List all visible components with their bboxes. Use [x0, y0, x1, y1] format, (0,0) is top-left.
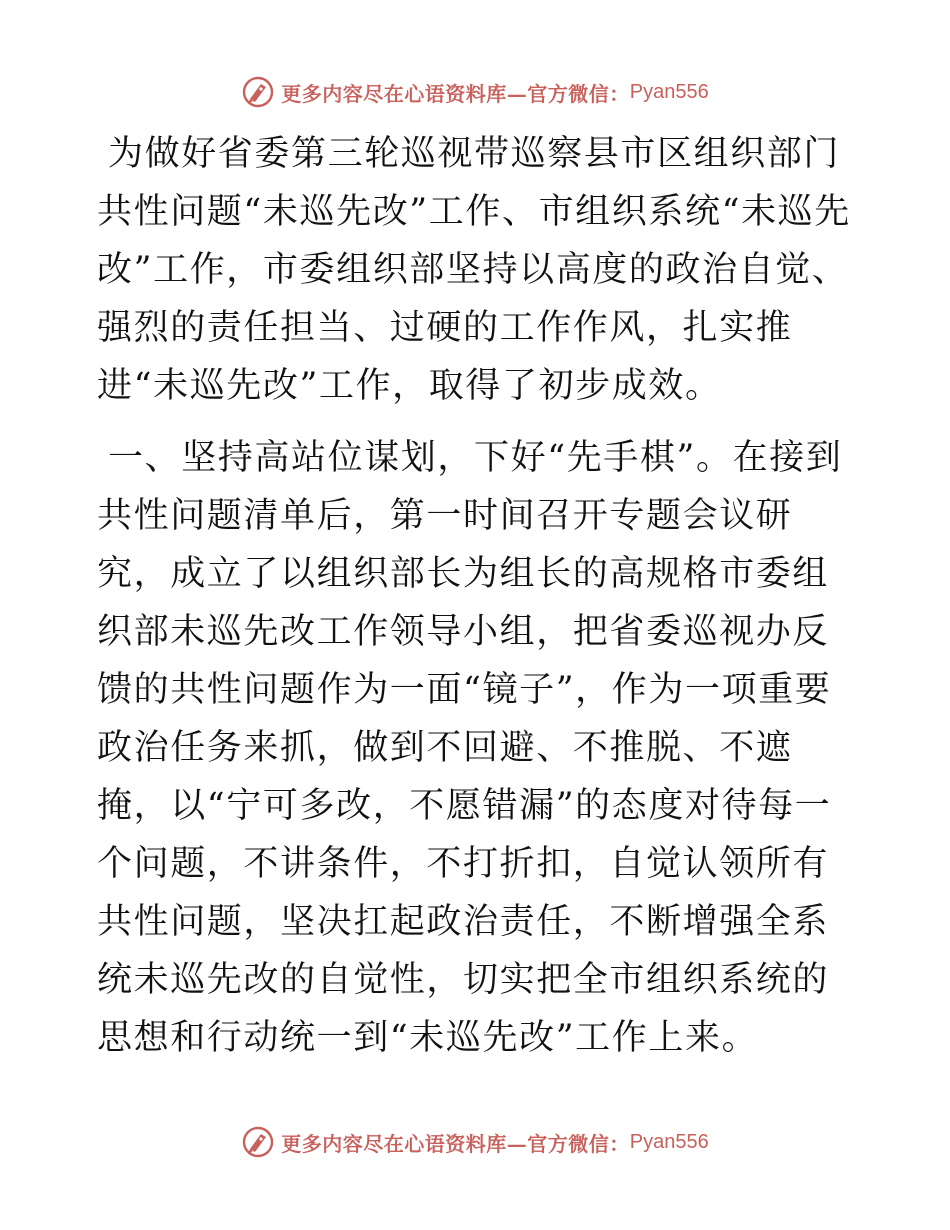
banner-text: 更多内容尽在心语资料库—官方微信： [281, 81, 630, 106]
document-body [97, 125, 857, 1067]
pen-nib-logo-icon [241, 75, 275, 109]
paragraph-intro: 为做好省委第三轮巡视带巡察县市区组织部门共性问题“未巡先改”工作、市组织系统“未巡先改”工作，市委组织部坚持以高度的政治自觉、强烈的责任担当、过硬的工作作风，扎实推进“未巡先改”工作，取得了初步成效。 [97, 134, 851, 406]
header-watermark-banner [0, 72, 950, 112]
banner-wechat-handle: Pyan556 [629, 1130, 709, 1153]
footer-watermark-banner [0, 1122, 950, 1162]
pen-nib-logo-icon [241, 1125, 275, 1159]
banner-text: 更多内容尽在心语资料库—官方微信： [281, 1131, 630, 1156]
paragraph-section-one: 一、坚持高站位谋划，下好“先手棋”。在接到共性问题清单后，第一时间召开专题会议研究，成立了以组织部长为组长的高规格市委组织部未巡先改工作领导小组，把省委巡视办反馈的共性问题作为一面“镜子”，作为一项重要政治任务来抓，做到不回避、不推脱、不遮掩，以“宁可多改，不愿错漏”的态度对待每一个问题，不讲条件，不打折扣，自觉认领所有共性问题，坚决扛起政治责任，不断增强全系统未巡先改的自觉性，切实把全市组织系统的思想和行动统一到“未巡先改”工作上来。 [97, 438, 843, 1058]
banner-wechat-handle: Pyan556 [629, 80, 709, 103]
